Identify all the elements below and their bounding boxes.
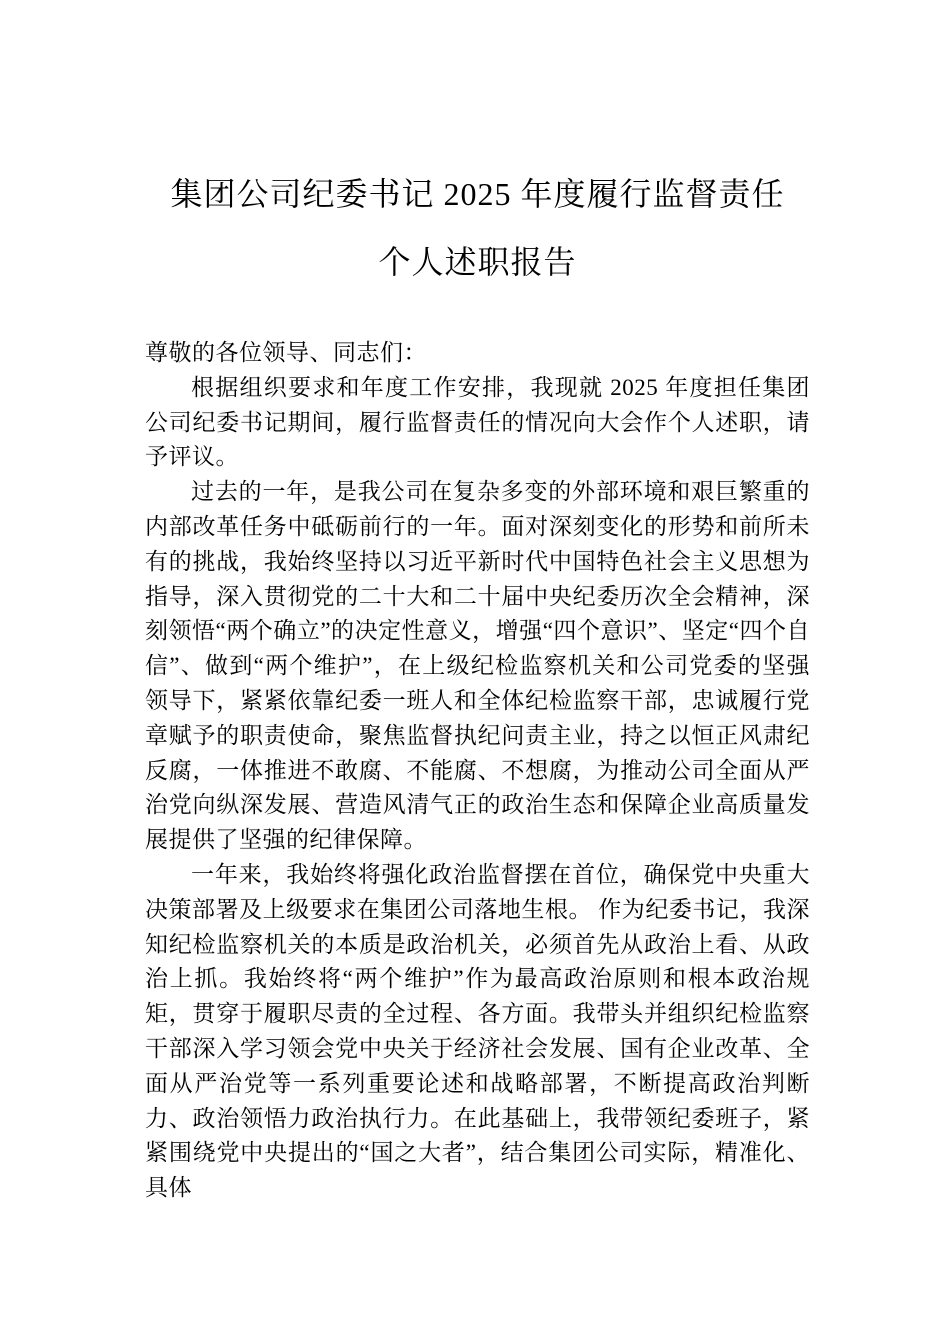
document-body xyxy=(145,336,810,1206)
paragraph-2: 过去的一年，是我公司在复杂多变的外部环境和艰巨繁重的内部改革任务中砥砺前行的一年。面对深刻变化的形势和前所未有的挑战，我始终坚持以习近平新时代中国特色社会主义思想为指导，深入贯彻党的二十大和二十届中央纪委历次全会精神，深刻领悟“两个确立”的决定性意义，增强“四个意识”、坚定“四个自信”、做到“两个维护”，在上级纪检监察机关和公司党委的坚强领导下，紧紧依靠纪委一班人和全体纪检监察干部，忠诚履行党章赋予的职责使命，聚焦监督执纪问责主业，持之以恒正风肃纪反腐，一体推进不敢腐、不能腐、不想腐，为推动公司全面从严治党向纵深发展、营造风清气正的政治生态和保障企业高质量发展提供了坚强的纪律保障。 xyxy=(145,479,810,853)
document-title xyxy=(145,160,810,296)
title-line-2: 个人述职报告 xyxy=(378,244,577,280)
title-line-1: 集团公司纪委书记 2025 年度履行监督责任 xyxy=(170,176,785,212)
paragraph-3: 一年来，我始终将强化政治监督摆在首位，确保党中央重大决策部署及上级要求在集团公司落地生根。 作为纪委书记，我深知纪检监察机关的本质是政治机关，必须首先从政治上看、从政治上抓。我始终将“两个维护”作为最高政治原则和根本政治规矩，贯穿于履职尽责的全过程、各方面。我带头并组织纪检监察干部深入学习领会党中央关于经济社会发展、国有企业改革、全面从严治党等一系列重要论述和战略部署，不断提高政治判断力、政治领悟力政治执行力。在此基础上，我带领纪委班子，紧紧围绕党中央提出的“国之大者”，结合集团公司实际，精准化、具体 xyxy=(145,861,810,1201)
paragraph-1: 根据组织要求和年度工作安排，我现就 2025 年度担任集团公司纪委书记期间，履行监督责任的情况向大会作个人述职，请予评议。 xyxy=(145,374,810,470)
salutation: 尊敬的各位领导、同志们： xyxy=(145,340,427,365)
